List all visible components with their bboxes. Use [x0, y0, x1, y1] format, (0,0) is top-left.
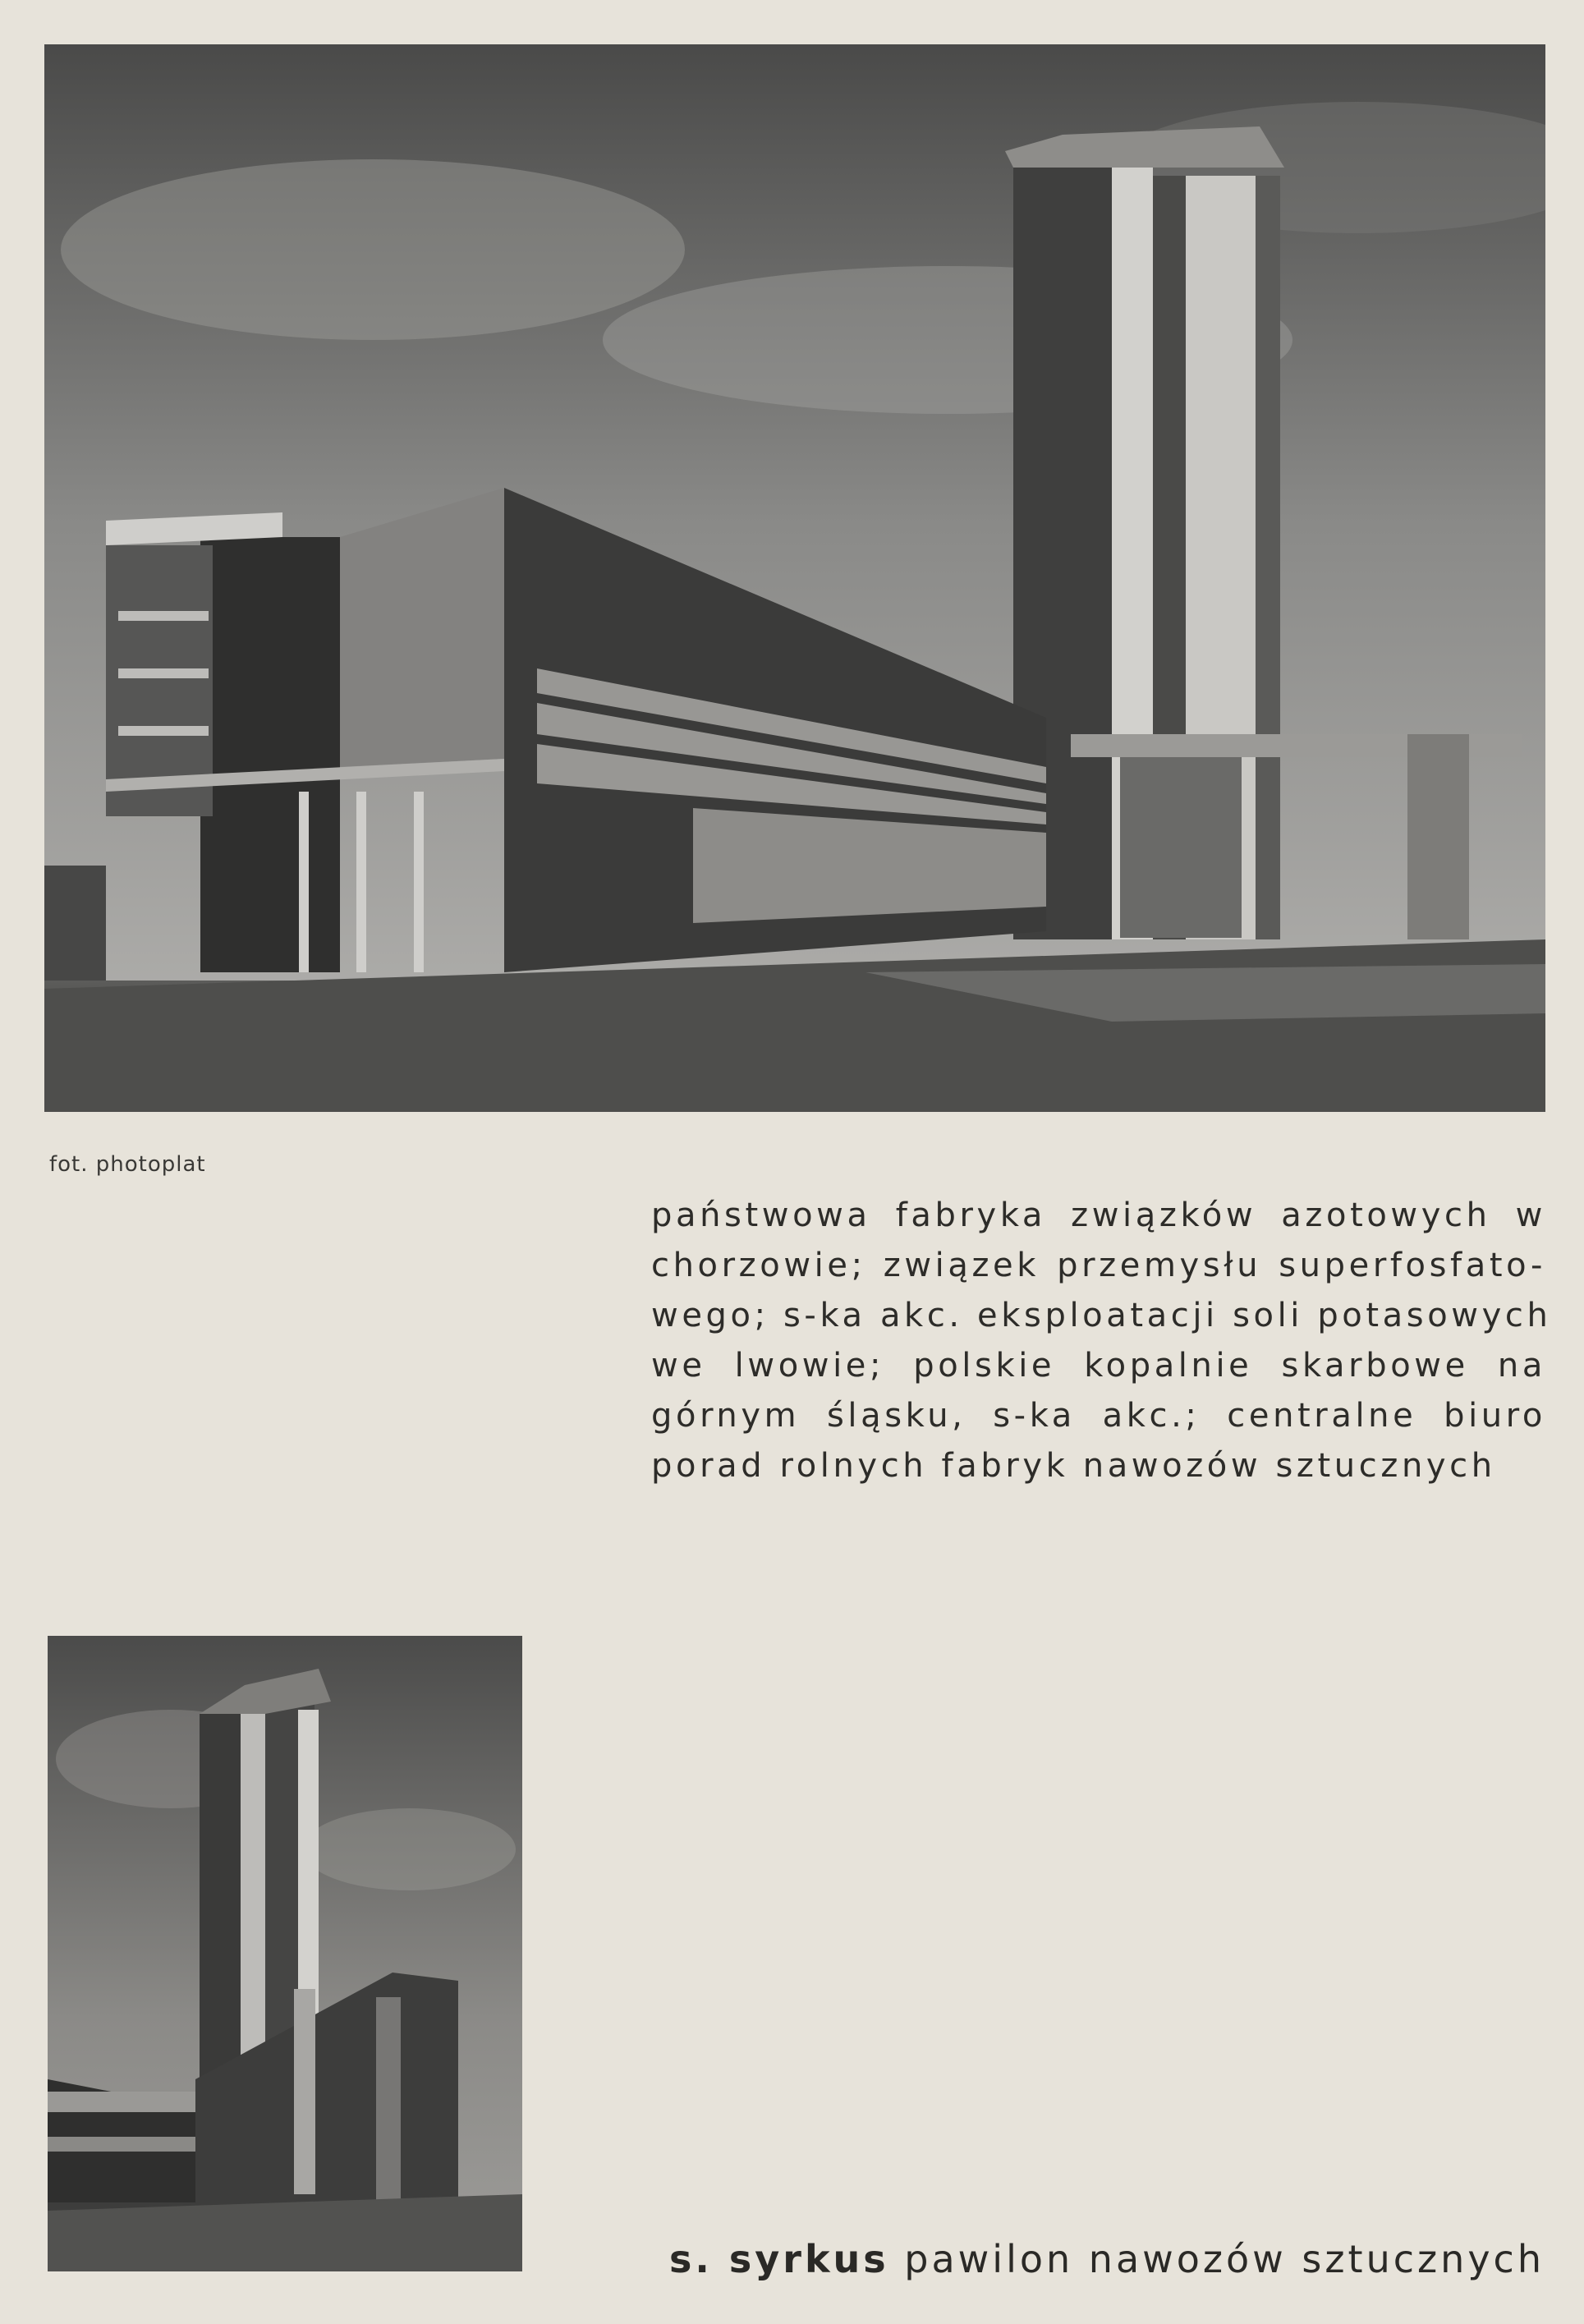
- small-photograph: [48, 1636, 522, 2271]
- sponsors-line: wego; s-ka akc. eksploatacji soli potasowych: [651, 1297, 1552, 1334]
- photo-credit: fot. photoplat: [49, 1152, 206, 1177]
- sponsors-paragraph: [651, 1191, 1552, 1491]
- main-photograph: [44, 44, 1545, 1112]
- sponsors-line: górnym śląsku, s-ka akc.; centralne biuro: [651, 1397, 1546, 1435]
- sponsors-line: chorzowie; związek przemysłu superfosfato-: [651, 1247, 1546, 1284]
- sponsors-line: państwowa fabryka związków azotowych w: [651, 1196, 1546, 1234]
- architect-name: s. syrkus: [669, 2237, 889, 2281]
- pavilion-title: pawilon nawozów sztucznych: [904, 2237, 1545, 2281]
- caption: [669, 2237, 1545, 2281]
- sponsors-line: porad rolnych fabryk nawozów sztucznych: [651, 1447, 1496, 1485]
- sponsors-line: we lwowie; polskie kopalnie skarbowe na: [651, 1347, 1546, 1385]
